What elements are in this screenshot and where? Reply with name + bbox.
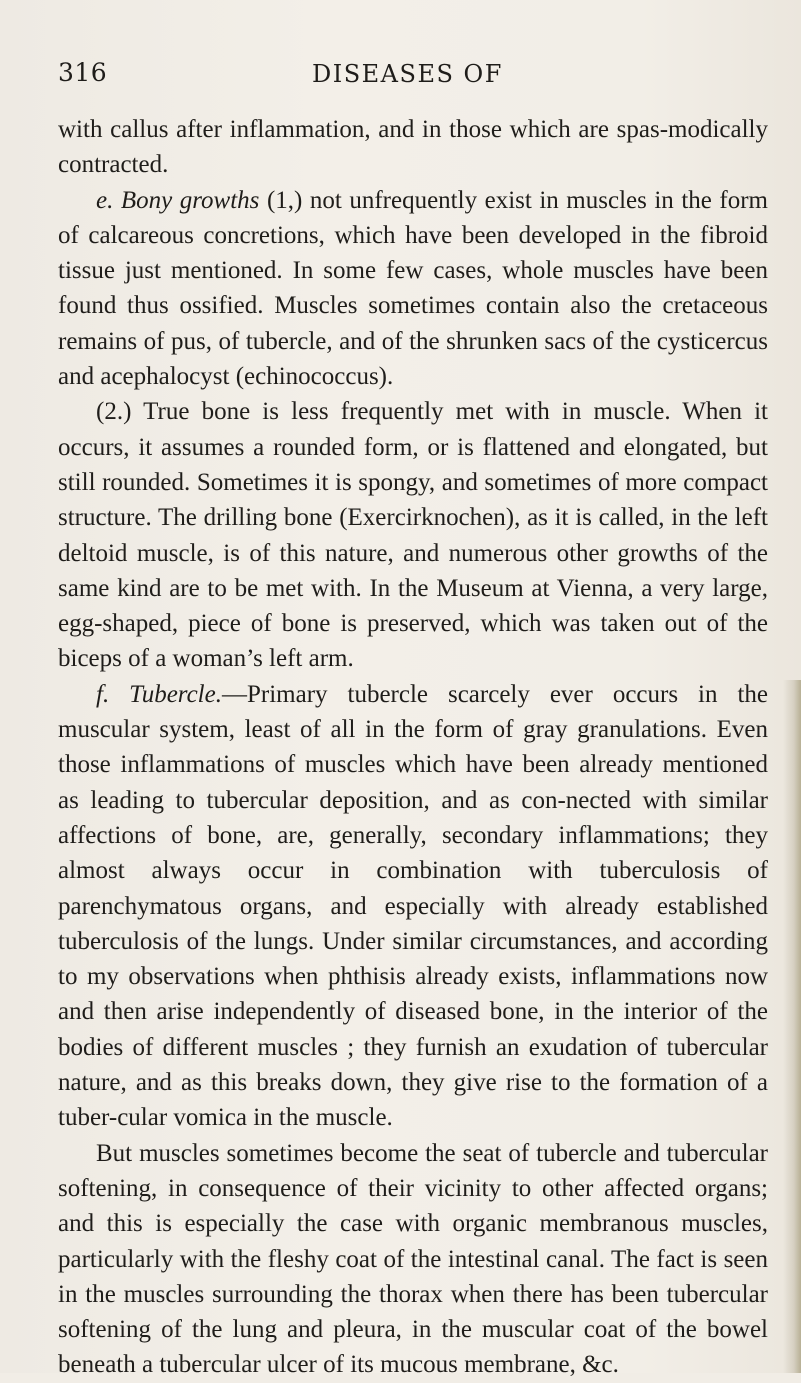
section-heading-tubercle: f. Tubercle.: [96, 680, 222, 708]
page-edge-shadow: [783, 680, 801, 1373]
body-text: [58, 112, 768, 1383]
paragraph-true-bone: [58, 394, 768, 676]
paragraph-bony-growths: [58, 183, 768, 395]
page-header: [0, 58, 801, 98]
section-heading-bony-growths: e. Bony growths: [96, 186, 260, 214]
paragraph-tubercular-softening: [58, 1136, 768, 1383]
paragraph-tubercle: [58, 677, 768, 1136]
page-number: 316: [58, 58, 108, 87]
paragraph-text: But muscles sometimes become the seat of tubercle and tubercular softening, in consequence of their vicinity to other affected organs; and this is especially the case with organic membranous muscles, particularly with the fleshy coat of the intestinal canal. The fact is seen in the muscles surrounding the thorax when there has been tubercular softening of the lung and pleura, in the muscular coat of the bowel beneath a tubercular ulcer of its mucous membrane, &c.: [58, 1139, 768, 1379]
paragraph-text: —Primary tubercle scarcely ever occurs in the muscular system, least of all in the form of gray granulations. Even those inflammations of muscles which have been already mentioned as leading to tubercular deposition, and as con-nected with similar affections of bone, are, generally, secondary inflammations; they almost always occur in combination with tuberculosis of parenchymatous organs, and especially with already established tuberculosis of the lungs. Under similar circumstances, and according to my observations when phthisis already exists, inflammations now and then arise independently of diseased bone, in the interior of the bodies of different muscles ; they furnish an exudation of tubercular nature, and as this breaks down, they give rise to the formation of a tuber-cular vomica in the muscle.: [58, 680, 768, 1132]
paragraph-text: with callus after inflammation, and in those which are spas-modically contracted.: [58, 116, 768, 179]
paragraph-text: (1,) not unfrequently exist in muscles in the form of calcareous concretions, which have been developed in the fibroid tissue just mentioned. In some few cases, whole muscles have been found thus ossified. Muscles sometimes contain also the cretaceous remains of pus, of tubercle, and of the shrunken sacs of the cysticercus and acephalocyst (echinococcus).: [58, 186, 768, 391]
running-head: DISEASES OF: [312, 60, 503, 88]
paragraph-text: (2.) True bone is less frequently met with in muscle. When it occurs, it assumes a rounded form, or is flattened and elongated, but still rounded. Sometimes it is spongy, and sometimes of more compact structure. The drilling bone (Exercirknochen), as it is called, in the left deltoid muscle, is of this nature, and numerous other growths of the same kind are to be met with. In the Museum at Vienna, a very large, egg-shaped, piece of bone is preserved, which was taken out of the biceps of a woman’s left arm.: [58, 398, 768, 673]
paragraph-callus-continuation: [58, 112, 768, 183]
